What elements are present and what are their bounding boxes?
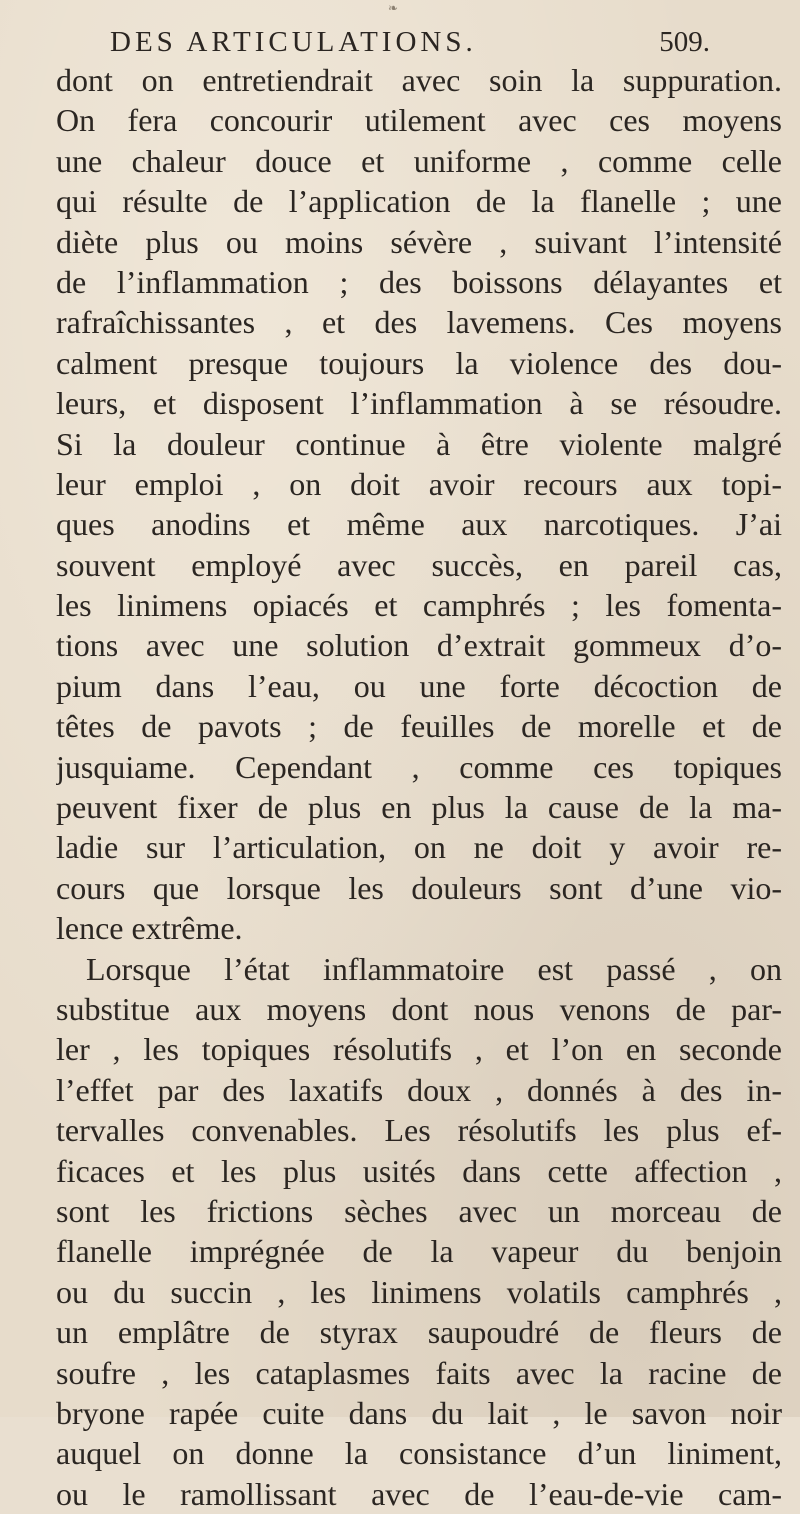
text-line: l’effet par des laxatifs doux , donnés à des in- (56, 1071, 782, 1108)
text-line: têtes de pavots ; de feuilles de morelle et de (56, 708, 782, 745)
text-line: flanelle imprégnée de la vapeur du benjoin (56, 1233, 782, 1270)
text-line: un emplâtre de styrax saupoudré de fleurs de (56, 1314, 782, 1351)
text-line: les linimens opiacés et camphrés ; les fomenta- (56, 587, 782, 624)
text-line: dont on entretiendrait avec soin la suppuration. (56, 62, 782, 98)
text-line: On fera concourir utilement avec ces moyens (56, 102, 782, 139)
text-line: cours que lorsque les douleurs sont d’une vio- (56, 869, 782, 906)
text-line: Lorsque l’état inflammatoire est passé , on (86, 950, 782, 987)
text-line: pium dans l’eau, ou une forte décoction de (56, 667, 782, 704)
text-line: une chaleur douce et uniforme , comme celle (56, 142, 782, 179)
printer-mark: ❧ (388, 1, 399, 15)
text-line: leurs, et disposent l’inflammation à se résoudre. (56, 385, 782, 422)
text-line: jusquiame. Cependant , comme ces topiques (56, 748, 782, 785)
text-line: substitue aux moyens dont nous venons de par- (56, 990, 782, 1027)
text-line: Si la douleur continue à être violente malgré (56, 425, 782, 462)
text-line: de l’inflammation ; des boissons délayantes et (56, 263, 782, 300)
text-line: qui résulte de l’application de la flanelle ; une (56, 183, 782, 220)
text-line: auquel on donne la consistance d’un liniment, (56, 1435, 782, 1472)
text-line: leur emploi , on doit avoir recours aux topi- (56, 465, 782, 502)
text-line: sont les frictions sèches avec un morceau de (56, 1192, 782, 1229)
text-line: tions avec une solution d’extrait gommeux d’o- (56, 627, 782, 664)
text-line: ler , les topiques résolutifs , et l’on en seconde (56, 1031, 782, 1068)
text-line: peuvent fixer de plus en plus la cause de la ma- (56, 789, 782, 826)
text-line: lence extrême. (56, 910, 243, 947)
text-line: ficaces et les plus usités dans cette affection , (56, 1152, 782, 1189)
page-number: 509. (659, 26, 710, 58)
text-line: ladie sur l’articulation, on ne doit y avoir re- (56, 829, 782, 866)
text-line: ou du succin , les linimens volatils camphrés , (56, 1273, 782, 1310)
running-head (110, 22, 710, 62)
text-line: calment presque toujours la violence des dou- (56, 344, 782, 381)
text-line: diète plus ou moins sévère , suivant l’intensité (56, 223, 782, 260)
text-line: soufre , les cataplasmes faits avec la racine de (56, 1354, 782, 1391)
body-text (56, 60, 782, 1514)
text-line: rafraîchissantes , et des lavemens. Ces moyens (56, 304, 782, 341)
text-line: bryone rapée cuite dans du lait , le savon noir (56, 1394, 782, 1431)
text-line: souvent employé avec succès, en pareil cas, (56, 546, 782, 583)
running-title: DES ARTICULATIONS. (110, 26, 477, 58)
text-line: tervalles convenables. Les résolutifs les plus ef- (56, 1112, 782, 1149)
text-line: ou le ramollissant avec de l’eau-de-vie cam- (56, 1475, 782, 1512)
text-line: ques anodins et même aux narcotiques. J’ai (56, 506, 782, 543)
